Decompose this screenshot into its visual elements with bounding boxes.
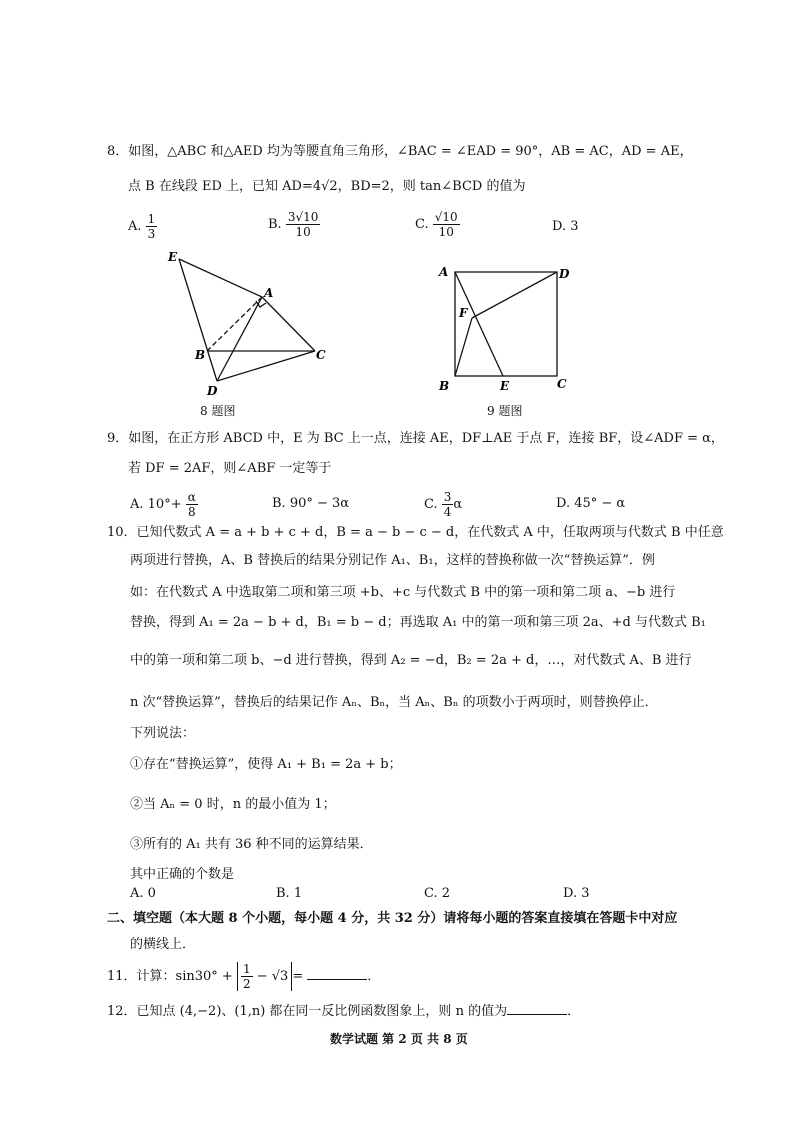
q8-label-a: A <box>264 286 274 300</box>
q9-line1: 9．如图，在正方形 ABCD 中，E 为 BC 上一点，连接 AE，DF⊥AE 于点 F，连接 BF，设∠ADF = α， <box>107 431 724 446</box>
q8-label-d: D <box>207 384 218 398</box>
q9-option-c: C. $\frac{3}{4}$ α <box>424 490 463 519</box>
q9-label-e: E <box>500 379 510 393</box>
q9-option-a: A. 10°+ $\frac{\alpha}{8}$ <box>130 490 196 519</box>
q8-figure <box>160 245 340 400</box>
q10-statement1: ①存在“替换运算”，使得 A₁ + B₁ = 2a + b； <box>130 757 402 772</box>
q10-statement3: ③所有的 A₁ 共有 36 种不同的运算结果． <box>130 837 373 852</box>
q12: 12．已知点 (4,−2)、(1,n) 都在同一反比例函数图象上，则 n 的值为 ． <box>107 1004 581 1019</box>
q8-a-num: 1 <box>147 212 156 226</box>
q9-option-b: B. 90° − 3α <box>272 496 350 511</box>
q9-line2: 若 DF = 2AF，则∠ABF 一定等于 <box>128 461 332 476</box>
q8-option-d: D. 3 <box>552 219 579 234</box>
q9-caption: 9 题图 <box>487 404 523 418</box>
q8-option-a: A. $\frac{1}{3}$ <box>128 212 156 241</box>
q10-line7: 下列说法： <box>130 726 196 741</box>
q10-line1: 10．已知代数式 A = a + b + c + d，B = a − b − c − d，在代数式 A 中，任取两项与代数式 B 中任意 <box>107 525 724 540</box>
q8-b-den: 10 <box>295 225 311 239</box>
q9-figure <box>435 262 575 397</box>
q9-label-f: F <box>459 306 468 320</box>
q10-statement2: ②当 Aₙ = 0 时，n 的最小值为 1； <box>130 797 336 812</box>
q8-option-c: C. $\frac{√10}{10}$ <box>415 210 458 239</box>
q8-c-num: √10 <box>434 210 458 224</box>
q10-option-d: D. 3 <box>563 886 590 901</box>
q10-line6: n 次“替换运算”，替换后的结果记作 Aₙ、Bₙ，当 Aₙ、Bₙ 的项数小于两项时，则替换停止． <box>130 695 658 710</box>
q9-option-d: D. 45° − α <box>556 496 626 511</box>
q8-label-b: B <box>195 348 206 362</box>
q10-option-a: A. 0 <box>130 886 156 901</box>
page-footer: 数学试题 第 2 页 共 8 页 <box>330 1032 468 1046</box>
q8-line2: 点 B 在线段 ED 上，已知 AD=4√2，BD=2，则 tan∠BCD 的值为 <box>128 179 526 194</box>
q10-line5: 中的第一项和第二项 b、−d 进行替换，得到 A₂ = −d，B₂ = 2a + d，…，对代数式 A、B 进行 <box>130 653 692 668</box>
q11-answer-blank[interactable] <box>307 967 367 980</box>
q9-label-a: A <box>439 265 449 279</box>
q8-option-b: B. $\frac{3√10}{10}$ <box>268 210 319 239</box>
q8-a-den: 3 <box>147 227 156 241</box>
q9-label-d: D <box>559 267 570 281</box>
q8-line1: 8．如图，△ABC 和△AED 均为等腰直角三角形，∠BAC = ∠EAD = 90°，AB = AC，AD = AE， <box>107 144 693 159</box>
q10-line3: 如：在代数式 A 中选取第二项和第三项 +b、+c 与代数式 B 中的第一项和第二项 a、−b 进行 <box>130 585 676 600</box>
q10-option-b: B. 1 <box>276 886 303 901</box>
q11: 11．计算：sin30° + $\frac{1}{2}$ − √3 = ． <box>107 962 381 991</box>
q10-line2: 两项进行替换，A、B 替换后的结果分别记作 A₁、B₁，这样的替换称做一次“替换运算”．例 <box>130 553 655 568</box>
section2-heading-cont: 的横线上． <box>130 937 196 952</box>
q9-label-b: B <box>439 379 450 393</box>
q8-c-den: 10 <box>438 225 454 239</box>
q12-answer-blank[interactable] <box>507 1002 567 1015</box>
q8-label-e: E <box>168 250 178 264</box>
q8-caption: 8 题图 <box>200 404 236 418</box>
q8-label-c: C <box>316 348 326 362</box>
q10-line4: 替换，得到 A₁ = 2a − b + d，B₁ = b − d；再选取 A₁ 中的第一项和第三项 2a、+d 与代数式 B₁ <box>130 615 706 630</box>
section2-heading: 二、填空题（本大题 8 个小题，每小题 4 分，共 32 分）请将每小题的答案直接填在答题卡中对应 <box>107 911 678 926</box>
q10-question: 其中正确的个数是 <box>130 867 235 882</box>
q8-b-num: 3√10 <box>287 210 319 224</box>
q10-option-c: C. 2 <box>424 886 451 901</box>
q9-label-c: C <box>557 377 567 391</box>
